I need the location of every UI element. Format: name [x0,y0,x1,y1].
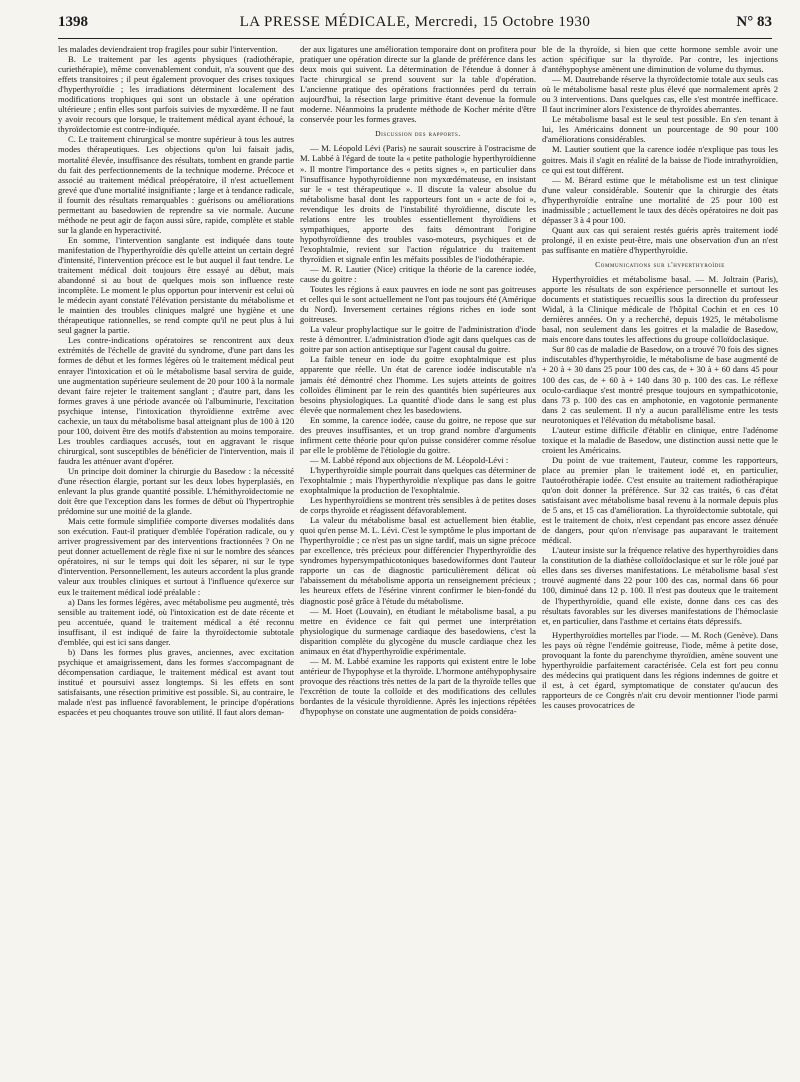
paragraph: B. Le traitement par les agents physiques (radiothérapie, curiethérapie), même convenablement conduit, n'a souvent que des effets transitoires ; il peut également provoquer des crises toxiques d'hyperthyroïdie ; les irradiations déterminent localement des modifications trophiques qui sont un obstacle à une opération ultérieure ; enfin elles sont parfois suivies de myxœdème. Il ne faut y avoir recours que lorsque, le traitement médical ayant échoué, la thyroïdectomie est contre-indiquée. [58,54,294,135]
paragraph: — M. Bérard estime que le métabolisme est un test clinique d'une valeur considérable. Soutenir que la chirurgie des états d'hyperthyroïdie entraîne une mortalité de 25 pour 100 est inadmissible ; actuellement le taux des décès opératoires ne doit pas dépasser 3 à 4 pour 100. [542,174,778,225]
paragraph: L'auteur insiste sur la fréquence relative des hyperthyroïdies dans la constitution de la diathèse colloïdoclasique et sur le rôle joué par elles dans ses diverses manifestations. Le métabolisme basal s'est trouvé augmenté dans 22 pour 100 des cas, normal dans 66 pour 100, diminué dans 12 p. 100. Il n'est pas douteux que le traitement de l'hyperthyroïdie, quand elle existe, donne dans ces cas des résultats favorables sur les diverses manifestations de l'hémoclasie et, en particulier, dans l'asthme et certains états dépressifs. [542,545,778,626]
paragraph: a) Dans les formes légères, avec métabolisme peu augmenté, très sensible au traitement iodé, où l'intoxication est de date récente et peu accentuée, quand le traitement médical a été reconnu insuffisant, il est indiqué de faire la thyroïdectomie subtotale d'emblée, qui est ici sans danger. [58,596,294,647]
paragraph: — M. M. Labbé examine les rapports qui existent entre le lobe antérieur de l'hypophyse et la thyroïde. L'hormone antéhypophysaire provoque des réactions très nettes de la part de la thyroïde telles que l'excrétion de toute la colloïde et des modifications des cellules bordantes de la vésicule thyroïdienne. Après les injections répétées d'hypophyse on constate une augmentation de poids considéra- [300,655,536,717]
paragraph: — M. R. Lautier (Nice) critique la théorie de la carence iodée, cause du goitre : [300,263,536,285]
column-2 [300,44,536,1076]
paragraph: Quant aux cas qui seraient restés guéris après traitement iodé prolongé, il en existe peut-être, mais une observation d'un an n'est pas suffisante en matière d'hyperthyroïdie. [542,224,778,255]
paragraph: Le métabolisme basal est le seul test possible. En s'en tenant à lui, les Américains donnent un pourcentage de 90 pour 100 d'améliorations considérables. [542,114,778,145]
paragraph: La valeur du métabolisme basal est actuellement bien établie, quoi qu'en pense M. L. Lévi. C'est le symptôme le plus important de l'hyperthyroïdie ; ce n'est pas un signe tardif, mais un signe précoce par excellence, très précieux pour différencier l'hyperthyroïdie des syndromes hypersympathicotoniques basedowiformes dont l'auteur rapporte un cas de diagnostic particulièrement délicat où l'abaissement du métabolisme apporta un renseignement précieux ; les heureux effets de l'ésérine vinrent confirmer le bien-fondé du diagnostic posé grâce à l'étude du métabolisme. [300,515,536,606]
column-1 [58,44,294,1076]
paragraph: Un principe doit dominer la chirurgie du Basedow : la nécessité d'une résection élargie, portant sur les deux lobes hyperplasiés, en enlevant la plus grande quantité possible. L'hémithyroïdectomie ne doit être que l'exception dans les formes de début où l'hypertrophie prédomine sur une moitié de la glande. [58,465,294,517]
paragraph: L'auteur estime difficile d'établir en clinique, entre l'adénome toxique et la maladie de Basedow, une distinction aussi nette que le croient les Américains. [542,424,778,455]
header-rule [58,38,772,39]
paragraph: L'hyperthyroïdie simple pourrait dans quelques cas déterminer de l'exophtalmie ; mais l'hyperthyroïdie n'explique pas dans le goitre exophtalmique la production de l'exophtalmie. [300,464,536,496]
paragraph: — M. Hoet (Louvain), en étudiant le métabolisme basal, a pu mettre en évidence ce fait qui permet une interprétation physiologique du surmenage cardiaque des basedowiens, c'est la disparition complète du glycogène du muscle cardiaque chez les animaux en état d'hyperthyroïdie expérimentale. [300,605,536,656]
paragraph: La faible teneur en iode du goitre exophtalmique est plus apparente que réelle. Un état de carence iodée indiscutable n'a jamais été démontré chez l'homme. Les sujets atteints de goitres colloïdes éliminent par le rein des quantités bien supérieures aux besoins physiologiques. La quantité d'iode dans le sang est plus élevée que normalement chez les basedowiens. [300,354,536,415]
paragraph: Sur 80 cas de maladie de Basedow, on a trouvé 70 fois des signes indiscutables d'hyperthyroïdie, le métabolisme de base augmenté de + 20 à + 30 dans 25 pour 100 des cas, de + 30 à + 60 dans 45 pour 100 des cas, de + 60 à + 140 dans 30 p. 100 des cas. Le réflexe oculo-cardiaque s'est montré presque toujours en sympathicotonie, dans 73 p. 100 des cas en amphotonie, en vagotonie permanente dans 2 cas seulement. Il n'y a aucun parallélisme entre les tests neurotoniques et l'élévation du métabolisme basal. [542,344,778,425]
paragraph: M. Lautier soutient que la carence iodée n'explique pas tous les goitres. Mais il s'agit en réalité de la baisse de l'iode intrathyroïdien, ce qui est tout différent. [542,144,778,175]
paragraph: Hyperthyroïdies et métabolisme basal. — M. Joltrain (Paris), apporte les résultats de son expérience personnelle et surtout les documents et statistiques recueillis sous la direction du professeur Widal, à la Clinique médicale de l'hôpital Cochin et en ces 10 dernières années. On y a recherché, depuis 1925, le métabolisme basal, non seulement dans les goitres et la maladie de Basedow, mais encore dans toutes les affections du groupe colloïdoclasique. [542,274,778,345]
paragraph: — M. Dautrebande réserve la thyroïdectomie totale aux seuls cas où le métabolisme basal reste plus élevé que normalement après 2 ou 3 interventions. Dans quelques cas, elle s'est montrée inefficace. Il faut incriminer alors l'existence de thyroïdes aberrantes. [542,74,778,115]
paragraph: Hyperthyroïdies mortelles par l'iode. — M. Roch (Genève). Dans les pays où règne l'endémie goitreuse, l'iode, même à petite dose, provoquant la fonte du parenchyme thyroïdien, amène souvent une hyperthyroïdie parfaitement caractérisée. Cela est fort peu connu des médecins qui pratiquent dans les régions indemnes de goitre et il est, à cet égard, symptomatique de constater qu'aucun des rapporteurs de ce Congrès n'ait cru devoir mentionner l'iode parmi les causes provocatrices de [542,629,778,710]
paragraph: Mais cette formule simplifiée comporte diverses modalités dans son exécution. Faut-il pratiquer d'emblée l'opération radicale, ou y arriver progressivement par des interventions fractionnées ? On ne peut donner actuellement de règle fixe ni sur le nombre des séances opératoires, ni sur le temps qui doit les séparer, ni sur le type d'intervention. Personnellement, les auteurs accordent la plus grande valeur aux troubles cliniques et surtout à l'influence qu'exerce sur eux le traitement médical iodé préalable : [58,516,294,597]
section-heading: Discussion des rapports. [375,129,461,139]
page-header [58,14,772,38]
paragraph: der aux ligatures une amélioration temporaire dont on profitera pour pratiquer une opération directe sur la glande de préférence dans les deux mois qui suivent. La détermination de l'étendue à donner à l'acte chirurgical se prend souvent sur la table d'opération. L'ancienne pratique des opérations fractionnées perd du terrain aujourd'hui, la résection large primitive étant devenue la formule moderne. Néanmoins la prudente méthode de Kocher mérite d'être conservée pour les formes graves. [300,44,536,125]
paragraph: La valeur prophylactique sur le goitre de l'administration d'iode reste à démontrer. L'administration d'iode agit dans quelques cas de goitre par son action antiseptique sur l'agent causal du goitre. [300,324,536,355]
paragraph: Du point de vue traitement, l'auteur, comme les rapporteurs, place au premier plan le traitement iodé et, en particulier, l'autoérothérapie iodée. C'est ensuite au traitement radiothérapique qu'on doit donner la préférence. Sur 32 cas traités, 6 cas d'état satisfaisant avec métabolisme basal revenu à la normale depuis plus de 5 ans, et 15 cas d'amélioration. La thyroïdectomie subtotale, qui est le traitement de choix, n'est cependant pas encore assez dénuée de dangers, pour qu'on n'envisage pas auparavant le traitement médical. [542,454,778,546]
page-number: 1398 [58,14,88,30]
column-3 [542,44,778,1076]
paragraph: les malades deviendraient trop fragiles pour subir l'intervention. [58,44,278,54]
section-heading: Communications sur l'hyperthyroïdie [595,259,725,269]
issue-number: N° 83 [736,14,772,30]
paragraph: C. Le traitement chirurgical se montre supérieur à tous les autres modes thérapeutiques. Les objections qu'on lui faisait jadis, mortalité élevée, insuffisance des résultats, tombent en grande partie du fait des perfectionnements de la technique moderne. Précoce et associé au traitement médical préopératoire, il n'est actuellement grevé que d'une mortalité insignifiante ; large et à tendance radicale, il fournit des résultats remarquables : guérisons ou améliorations permettant au basedowien de reprendre sa vie normale. Aucune méthode ne peut agir de façon aussi sûre, rapide, complète et stable sur la glande en hyperactivité. [58,134,294,235]
paragraph: — M. Léopold Lévi (Paris) ne saurait souscrire à l'ostracisme de M. Labbé à l'égard de toute la « petite pathologie hyperthyroïdienne ». Il montre l'importance des « petits signes », en particulier dans l'insuffisance hypothyroïdienne non myxœdémateuse, en insistant sur le « test thérapeutique ». Il discute la valeur absolue du métabolisme basal dont les rapporteurs font un « acte de foi », revendique les droits de l'instabilité thyroïdienne, discute les relations entre les troubles essentiellement thyroïdiens et sympathiques, apporte des faits démontrant l'origine hypothyroïdienne des troubles vaso-moteurs, psychiques et de l'exophtalmie, revient sur l'action régulatrice du traitement thyroïdien et signale enfin les méfaits possibles de l'iodothérapie. [300,143,536,264]
paragraph: b) Dans les formes plus graves, anciennes, avec excitation psychique et amaigrissement, dans les formes s'accompagnant de décompensation cardiaque, le traitement médical est avant tout institué et poursuivi assez longtemps. Si les effets en sont satisfaisants, une résection primitive est possible. Si, au contraire, le malade n'est pas influencé favorablement, le principe d'opérations espacées et peu choquantes trouve son utilité. Il faut alors deman- [58,646,294,718]
paragraph: Les hyperthyroïdiens se montrent très sensibles à de petites doses de corps thyroïde et réagissent défavorablement. [300,495,536,516]
paragraph: En somme, l'intervention sanglante est indiquée dans toute manifestation de l'hyperthyroïdie dès qu'elle atteint un certain degré d'intensité, l'intervention précoce est le but auquel il faut tendre. Le traitement médical doit toujours être essayé au début, mais abandonné si au bout de quelques mois son influence reste incomplète. Le moment le plus opportun pour intervenir est celui où le médecin ayant constaté l'élévation persistante du métabolisme et le maintien des troubles cliniques malgré une hygiène et une thérapeutique rationnelles, se rend compte qu'il ne peut plus à lui seul gagner la partie. [58,234,294,336]
paragraph: Les contre-indications opératoires se rencontrent aux deux extrémités de l'échelle de gravité du syndrome, d'une part dans les formes de début et les formes légères où le traitement médical peut enrayer l'intoxication et où le métabolisme basal servira de guide, une augmentation supérieure seulement de 20 pour 100 à la normale devant faire rejeter le traitement sanglant ; d'autre part, dans les formes graves à une période avancée où l'albuminurie, l'excitation psychique intense, l'intoxication thyroïdienne extrême avec cachexie, un taux du métabolisme basal atteignant plus de 100 à 120 pour 100, doivent être des motifs d'abstention au moins temporaire. Les troubles cardiaques accusés, tout en aggravant le risque chirurgical, sont susceptibles de bénéficier de l'intervention, mais il faudra les atténuer avant d'opérer. [58,335,294,466]
paragraph: Toutes les régions à eaux pauvres en iode ne sont pas goitreuses et celles qui le sont actuellement ne l'ont pas toujours été (Amérique du Nord). Inversement certaines régions riches en iode sont goitreuses. [300,284,536,325]
paragraph: — M. Labbé répond aux objections de M. Léopold-Lévi : [310,454,509,465]
paragraph: En somme, la carence iodée, cause du goitre, ne repose que sur des preuves insuffisantes, et un trop grand nombre d'arguments infirment cette théorie pour qu'on puisse considérer comme résolue par elle le problème de l'étiologie du goitre. [300,414,536,455]
journal-title: LA PRESSE MÉDICALE, Mercredi, 15 Octobre 1930 [239,14,591,30]
paragraph: ble de la thyroïde, si bien que cette hormone semble avoir une action spécifique sur la thyroïde. Par contre, les injections d'antéhypophyse amènent une diminution de volume du thymus. [542,44,778,75]
